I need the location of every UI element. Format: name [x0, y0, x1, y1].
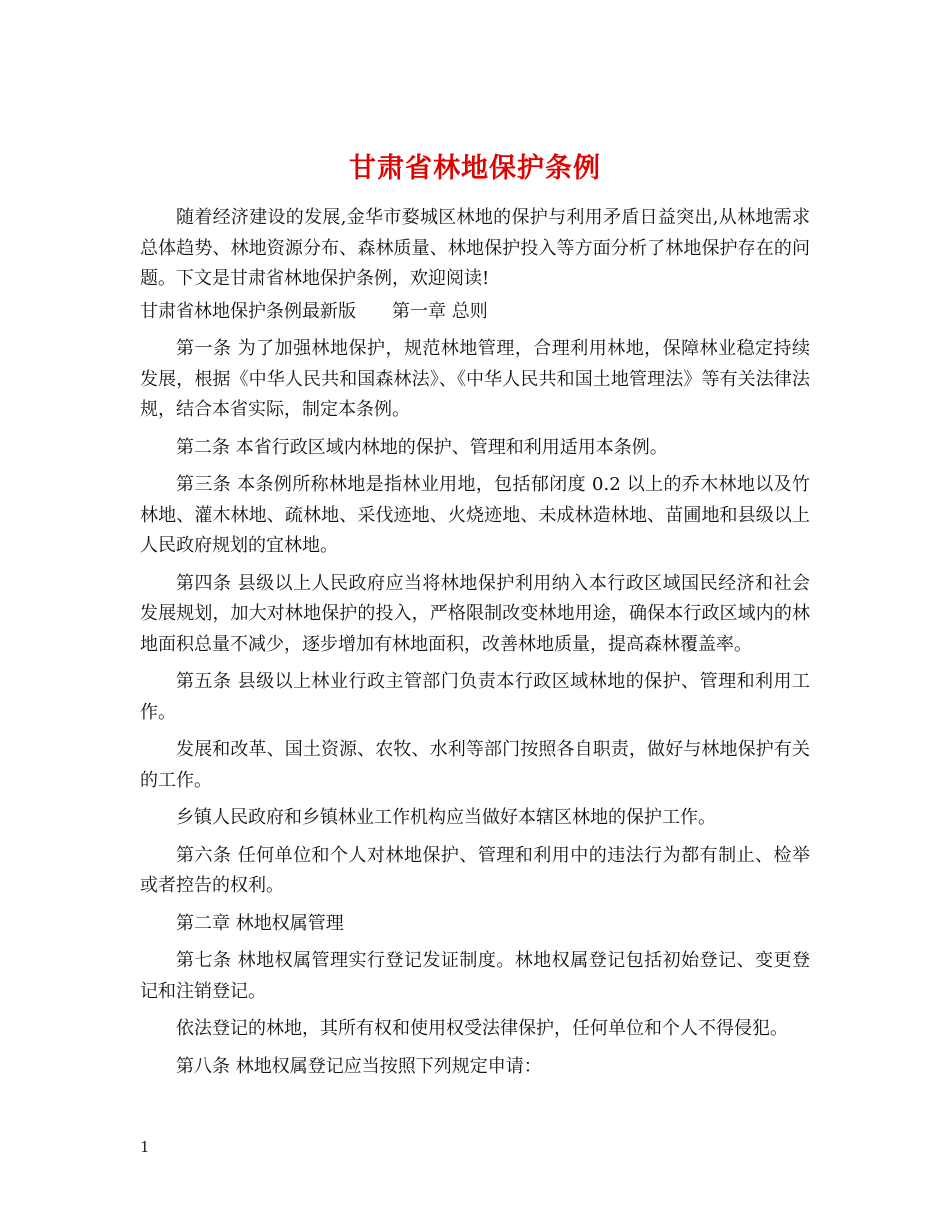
paragraph: 随着经济建设的发展,金华市婺城区林地的保护与利用矛盾日益突出,从林地需求总体趋势、林地资源分布、森林质量、林地保护投入等方面分析了林地保护存在的问题。下文是甘肃省林地保护条例，欢迎阅读!	[140, 207, 810, 289]
paragraph: 第四条 县级以上人民政府应当将林地保护利用纳入本行政区域国民经济和社会发展规划，加大对林地保护的投入，严格限制改变林地用途，确保本行政区域内的林地面积总量不减少，逐步增加有林地面积，改善林地质量，提高森林覆盖率。	[140, 572, 810, 655]
paragraph: 第三条 本条例所称林地是指林业用地，包括郁闭度 0.2 以上的乔木林地以及竹林地、灌木林地、疏林地、采伐迹地、火烧迹地、未成林造林地、苗圃地和县级以上人民政府规划的宜林地。	[140, 474, 810, 556]
paragraph: 第八条 林地权属登记应当按照下列规定申请：	[176, 1055, 542, 1077]
paragraph: 第二章 林地权属管理	[176, 912, 344, 934]
paragraph: 依法登记的林地，其所有权和使用权受法律保护，任何单位和个人不得侵犯。	[176, 1018, 788, 1039]
document-title: 甘肃省林地保护条例	[349, 153, 601, 185]
paragraph: 第二条 本省行政区域内林地的保护、管理和利用适用本条例。	[176, 436, 668, 458]
paragraph: 第六条 任何单位和个人对林地保护、管理和利用中的违法行为都有制止、检举或者控告的权利。	[140, 844, 810, 896]
paragraph: 第七条 林地权属管理实行登记发证制度。林地权属登记包括初始登记、变更登记和注销登记。	[140, 950, 810, 1002]
document-body	[140, 203, 810, 1089]
paragraph: 甘肃省林地保护条例最新版 第一章 总则	[140, 300, 488, 322]
page-number: 1	[140, 1138, 150, 1156]
paragraph: 发展和改革、国土资源、农牧、水利等部门按照各自职责，做好与林地保护有关的工作。	[140, 739, 810, 791]
paragraph: 第五条 县级以上林业行政主管部门负责本行政区域林地的保护、管理和利用工作。	[140, 671, 810, 723]
paragraph: 第一条 为了加强林地保护，规范林地管理，合理利用林地，保障林业稳定持续发展，根据《中华人民共和国森林法》、《中华人民共和国土地管理法》等有关法律法规，结合本省实际，制定本条例。	[140, 338, 810, 420]
paragraph: 乡镇人民政府和乡镇林业工作机构应当做好本辖区林地的保护工作。	[176, 807, 716, 828]
